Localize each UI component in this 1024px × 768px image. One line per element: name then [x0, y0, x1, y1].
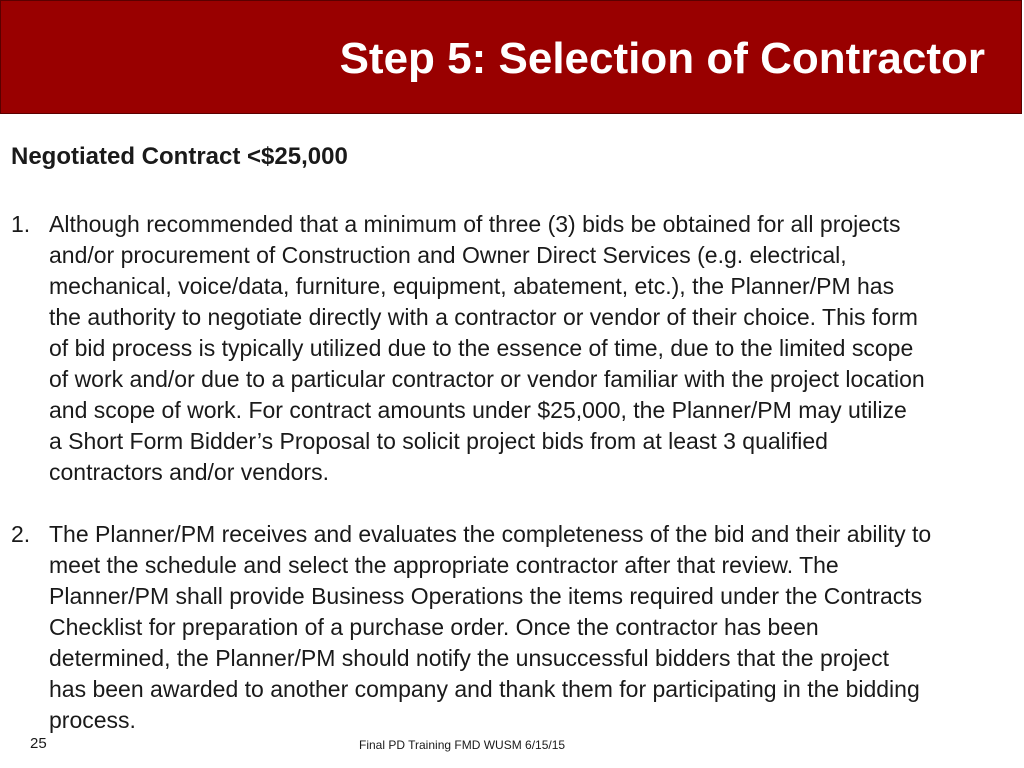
- text-line: Planner/PM shall provide Business Operations the items required under the Contracts: [49, 583, 923, 609]
- numbered-list: [11, 209, 1024, 736]
- text-line: mechanical, voice/data, furniture, equipment, abatement, etc.), the Planner/PM has: [49, 273, 895, 299]
- text-line: of bid process is typically utilized due to the essence of time, due to the limited scope: [49, 335, 914, 361]
- text-line: the authority to negotiate directly with a contractor or vendor of their choice. This form: [49, 304, 918, 330]
- list-item-text: [49, 209, 1024, 488]
- text-line: and/or procurement of Construction and Owner Direct Services (e.g. electrical,: [49, 242, 847, 268]
- list-item-number: 2.: [11, 521, 31, 547]
- slide-title: Step 5: Selection of Contractor: [339, 34, 985, 83]
- text-line: contractors and/or vendors.: [49, 459, 329, 485]
- section-heading: Negotiated Contract <$25,000: [11, 143, 348, 170]
- text-line: determined, the Planner/PM should notify the unsuccessful bidders that the project: [49, 645, 889, 671]
- title-bar: [0, 0, 1022, 114]
- list-item-text: [49, 519, 1024, 736]
- list-item: [11, 209, 1024, 488]
- text-line: meet the schedule and select the appropriate contractor after that review. The: [49, 552, 839, 578]
- page-number: 25: [30, 735, 47, 752]
- list-item: [11, 519, 1024, 736]
- text-line: The Planner/PM receives and evaluates the completeness of the bid and their ability to: [49, 521, 932, 547]
- text-line: Checklist for preparation of a purchase order. Once the contractor has been: [49, 614, 819, 640]
- text-line: has been awarded to another company and thank them for participating in the bidding: [49, 676, 920, 702]
- text-line: a Short Form Bidder’s Proposal to solicit project bids from at least 3 qualified: [49, 428, 828, 454]
- text-line: process.: [49, 707, 136, 733]
- text-line: and scope of work. For contract amounts under $25,000, the Planner/PM may utilize: [49, 397, 907, 423]
- footer-text: Final PD Training FMD WUSM 6/15/15: [359, 738, 566, 752]
- text-line: of work and/or due to a particular contractor or vendor familiar with the project location: [49, 366, 925, 392]
- list-item-number: 1.: [11, 211, 31, 237]
- text-line: Although recommended that a minimum of three (3) bids be obtained for all projects: [49, 211, 901, 237]
